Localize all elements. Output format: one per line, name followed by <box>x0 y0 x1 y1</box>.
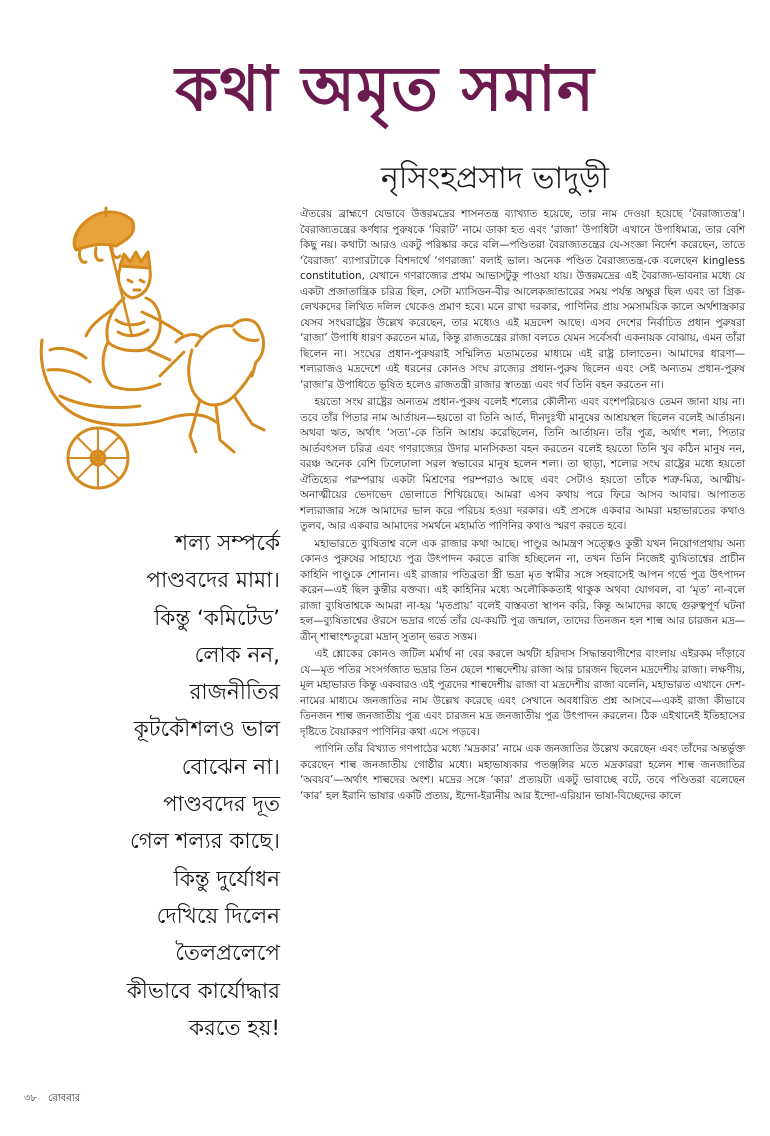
page-number: ৩৮ <box>24 1093 37 1104</box>
article-paragraph: পাণিনি তাঁর বিখ্যাত গণপাঠের মধ্যে ‘মদ্রকার’ নামে এক জনজাতির উল্লেখ করেছেন এবং তাঁদের অন্তর্ভুক্ত করেছেন শাল্ব জনজাতীয় গোষ্ঠীর মধ্যে। মহাভাষ্যকার পতঞ্জলির মতে মদ্রকাররা হলেন শাল্ব জনজাতির ‘অবয়ব’—অর্থাৎ শাল্বদের অংশ। মদ্রের সঙ্গে ‘কার’ প্রত্যয়টা একটু ভাবাচ্ছে বটে, তবে পণ্ডিতরা বলেছেন ‘কার’ হল ইরানি ভাষার একটি প্রত্যয়, ইন্দো-ইরানীয় আর ইন্দো-এরিয়ান ভাষা-বিচ্ছেদের কালে <box>300 743 745 802</box>
pull-quote-line: কূটকৌশলও ভাল <box>133 717 280 743</box>
pull-quote-line: কিন্তু দুর্যোধন <box>173 866 280 892</box>
pull-quote-line: করতে হয়! <box>188 1015 280 1041</box>
section-name: রোববার <box>48 1093 81 1104</box>
pull-quote-line: বোঝেন না। <box>181 754 280 780</box>
pull-quote-line: পাণ্ডবদের দূত <box>162 792 280 818</box>
author-byline: নৃসিংহপ্রসাদ ভাদুড়ী <box>380 161 609 196</box>
article-body <box>300 207 745 804</box>
horse <box>148 320 264 452</box>
page-footer <box>24 1091 80 1108</box>
pull-quote-line: গেল শল্যর কাছে। <box>130 829 280 855</box>
article-paragraph: এই শ্লোকের কোনও জটিল মর্মার্থ না বের করলে অর্থটা হরিদাস সিদ্ধান্তবাগীশের বাংলায় এইরকম দাঁড়াবে যে—মৃত পতির সংসর্গজাত ভদ্রার তিন ছেলে শাল্বদেশীয় রাজা আর চারজন ছিলেন মদ্রদেশীয় রাজা। লক্ষণীয়, মূল মহাভারত কিন্তু একবারও এই পুত্রদের শাল্বদেশীয় রাজা বা মদ্রদেশীয় রাজা বলেনি, মহাভারত এখানে দেশ-নামের মাধ্যমে জনজাতির নাম উল্লেখ করেছে এবং সেখানে অবধারিত প্রশ্ন আসবে—একই রাজা কীভাবে তিনজন শাল্ব জনজাতীয় পুত্র এবং চারজন মদ্র জনজাতীয় পুত্র উৎপাদন করলেন। ঠিক এইখানেই ইতিহাসের দৃষ্টিতে বৈয়াকরণ পাণিনির কথা এসে পড়বে। <box>300 648 745 738</box>
illustration <box>20 200 285 500</box>
pull-quote-line: রাজনীতির <box>189 680 280 706</box>
article-paragraph: হয়তো সংঘ রাষ্ট্রের অন্যতম প্রধান-পুরুষ বলেই শল্যের কৌলীন্য এবং বংশপরিচয়ও তেমন জানা যায় না। তবে তাঁর পিতার নাম আর্তায়ন—হয়তো বা তিনি আর্ত, দীনদুঃখী মানুষের আশ্রয়স্থল ছিলেন বলেই আর্তায়ন। অথবা ঋত, অর্থাৎ ‘সত্য’-কে তিনি আশ্রয় করেছিলেন, তিনি আর্তায়ন। তাঁর পুত্র, অর্থাৎ শল্য, পিতার আর্তবৎসল চরিত্র এবং গণরাজ্যের উদার মানসিকতা বহন করতেন বলেই হয়তো তিনি খুব কঠিন মানুষ নন, বরঞ্চ অনেক বেশি ঢিলেঢালা সরল স্বভাবের মানুষ হলেন শল্য। তা ছাড়া, শল্যের সংঘ রাষ্ট্রের মধ্যে হয়তো ঐতিহ্যের পরম্পরায় একটা মিশ্রণের পরম্পরাও আছে এবং সেটাও হয়তো তাঁকে শত্রু-মিত্র, আত্মীয়-অনাত্মীয়ের ভেদাভেদ ভোলাতে শিখিয়েছে। আমরা এসব কথায় পরে ফিরে আসব আবার। আপাতত শল্যরাজার সঙ্গে আমাদের ভাল করে পরিচয় হওয়া দরকার। এই প্রসঙ্গে একবার আমরা মহাভারতের কথাও তুলব, আর একবার আমাদের সমর্থনে মহামতি পাণিনির কথাও স্মরণ করতে হবে। <box>300 396 745 532</box>
pull-quote-line: কিন্তু ‘কমিটেড’ <box>154 605 280 631</box>
pull-quote-line: দেখিয়ে দিলেন <box>156 903 280 929</box>
pull-quote-line: কীভাবে কার্যোদ্ধার <box>126 978 280 1004</box>
pull-quote-line: তৈলপ্রলেপে <box>175 941 280 967</box>
article-paragraph: ঐতরেয় ব্রাহ্মণে যেভাবে উত্তরমদ্রের শাসনতন্ত্র ব্যাখ্যাত হয়েছে, তার নাম দেওয়া হয়েছে ‘বৈরাজ্যতন্ত্র’। বৈরাজ্যতন্ত্রের কর্ণধার পুরুষকে ‘বিরাট’ নামে ডাকা হত এবং ‘রাজা’ উপাধিটা এখানে উপাধিমাত্র, তার বেশি কিছু নয়। কথাটা আরও একটু পরিষ্কার করে বলি—পণ্ডিতরা বৈরাজ্যতন্ত্রের যে-সংজ্ঞা নির্দেশ করেছেন, তাতে ‘বৈরাজ্য’ ব্যাপারটাকে বিশদার্থে ‘গণরাজ্য’ বলাই ভাল। অনেক পণ্ডিত বৈরাজ্যতন্ত্র-কে বলেছেন kingless constitution, যেখানে গণরাজ্যের প্রথম আভাসটুকু পাওয়া যায়। উত্তরমদ্রের এই বৈরাজ্য-ভাবনার মধ্যে যে একটা প্রজাতান্ত্রিক চরিত্র ছিল, সেটা ম্যাসিডন-বীর আলেকজান্ডারের সময় পর্যন্ত অক্ষুণ্ণ ছিল এবং তা গ্রিক-লেখকদের লিখিত দলিল থেকেও প্রমাণ হবে। মনে রাখা দরকার, পাণিনির প্রায় সমসাময়িক কালে অর্থশাস্ত্রকার যেসব সংঘরাষ্ট্রের উল্লেখ করেছেন, তার মধ্যেও এই মদ্রদেশ আছে। এসব দেশের নির্বাচিত প্রধান পুরুষরা ‘রাজা’ উপাধি ধারণ করতেন মাত্র, কিন্তু রাজতন্ত্রের রাজা বলতে যেমন সর্বেসর্বা একনায়ক বোঝায়, এমন তাঁরা ছিলেন না। সংঘের প্রধান-পুরুষরাই সম্মিলিত মতামতের মাধ্যমে এই রাষ্ট্র চালাতেন। আমাদের ধারণা—শল্যরাজও মদ্রদেশে এই ধরনের কোনও সংঘ রাজ্যের প্রধান-পুরুষ ছিলেন এবং সেই অন্যতম প্রধান-পুরুষ ‘রাজা’র উপাধিতে ভূষিত হলেও রাজতন্ত্রী রাজার স্বাতন্ত্র্য এবং গর্ব তিনি বহন করতেন না। <box>300 208 745 391</box>
article-headline: কথা অমৃত সমান <box>175 52 595 125</box>
article-paragraph: মহাভারতে ব্যুষিতাশ্ব বলে এক রাজার কথা আছে। পাণ্ডুর আমন্ত্রণ সত্ত্বেও কুন্তী যখন নিয়োগপ্রথায় অন্য কোনও পুরুষের সাহায্যে পুত্র উৎপাদন করতে রাজি হচ্ছিলেন না, তখন তিনি নিজেই ব্যুষিতাশ্বের প্রাচীন কাহিনি পাণ্ডুকে শোনান। এই রাজার পতিব্রতা স্ত্রী ভদ্রা মৃত স্বামীর সঙ্গে সহবাসেই আপন গর্ভে পুত্র উৎপাদন করেন—এই ছিল কুন্তীর বক্তব্য। এই কাহিনির মধ্যে অলৌকিকতাই থাকুক অথবা যোগবল, বা ‘মৃত’ না-বলে রাজা ব্যুষিতাশ্বকে আমরা না-হয় ‘মৃতপ্রায়’ বলেই বাস্তবতা স্থাপন করি, কিন্তু আমাদের কাছে গুরুত্বপূর্ণ ঘটনা হল—ব্যুষিতাশ্বের ঔরসে ভদ্রার গর্ভে তাঁর যে-কয়টি পুত্র জন্মাল, তাদের তিনজন হল শাল্ব আর চারজন মদ্র—ত্রীন্ শাল্বাংশ্চতুরো মদ্রান্ সুতান্ ভরত সত্তম। <box>300 537 745 643</box>
pull-quote-line: শল্য সম্পর্কে <box>175 531 280 556</box>
king-on-chariot-icon <box>20 200 285 500</box>
pull-quote-line: পাণ্ডবদের মামা। <box>146 568 280 594</box>
pull-quote <box>40 525 280 1047</box>
pull-quote-line: লোক নন, <box>194 642 280 668</box>
